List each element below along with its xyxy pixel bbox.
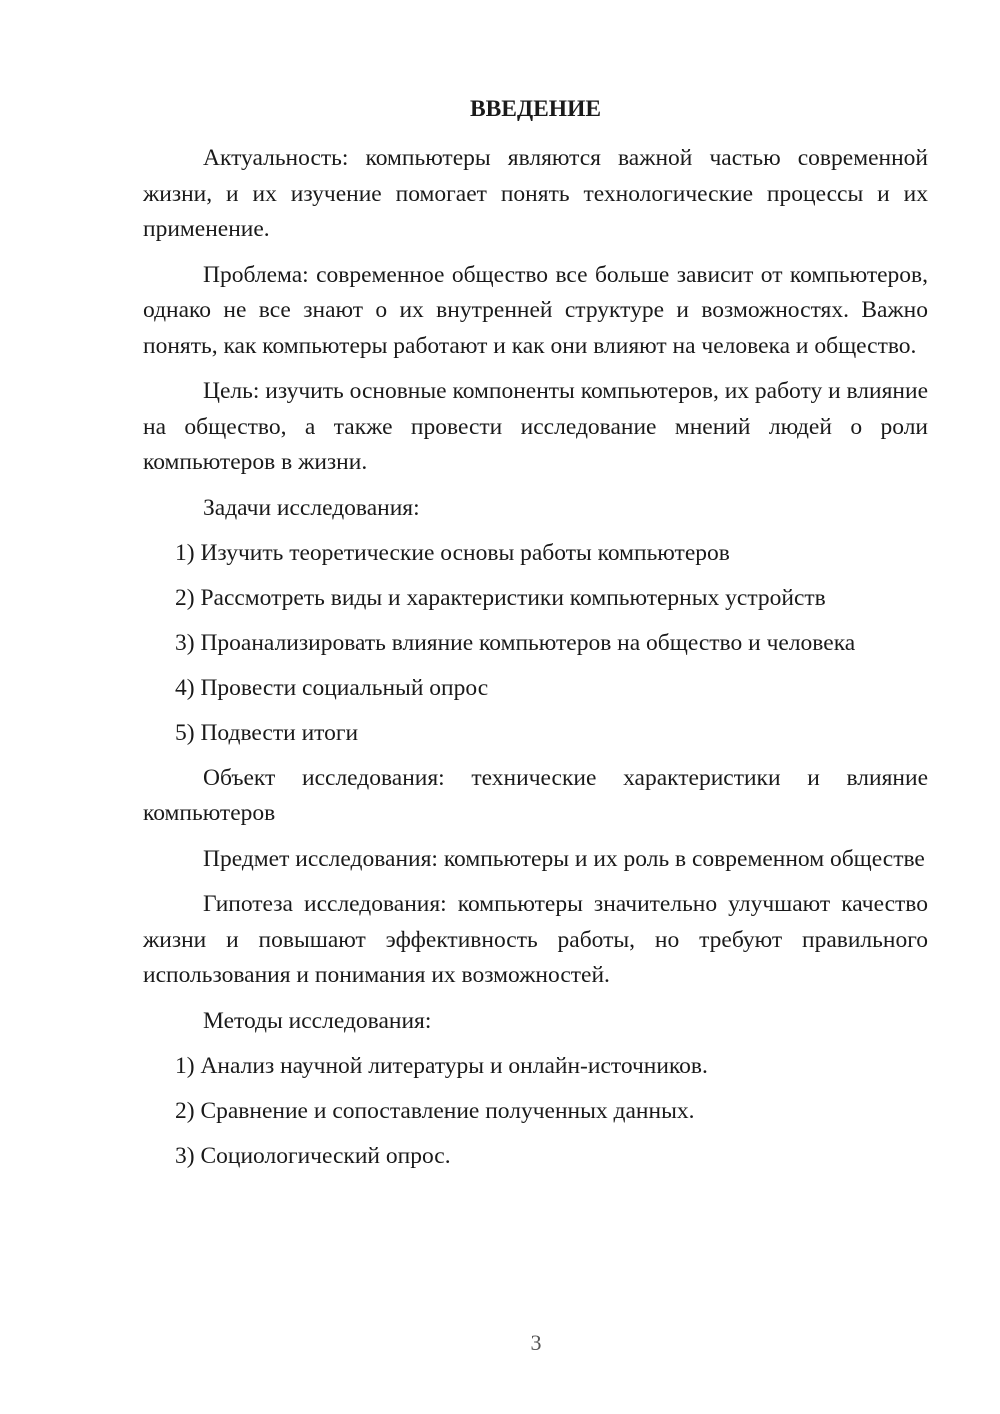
tasks-list [143,536,928,751]
section-title: ВВЕДЕНИЕ [469,96,602,122]
list-item: 3) Социологический опрос. [175,1142,451,1169]
methods-list [143,1049,928,1174]
paragraph-subject: Предмет исследования: компьютеры и их роль в современном обществе [203,845,925,872]
page-number: 3 [530,1330,542,1355]
paragraph-problem: Проблема: современное общество все больше зависит от компьютеров, однако не все знают о их внутренней структуре и возможностях. Важно понять, как компьютеры работают и как они влияют на человека и общество. [143,261,928,359]
tasks-heading: Задачи исследования: [203,494,420,521]
paragraph-relevance: Актуальность: компьютеры являются важной частью современной жизни, и их изучение помогает понять технологические процессы и их применение. [143,145,928,242]
paragraph-hypothesis: Гипотеза исследования: компьютеры значительно улучшают качество жизни и повышают эффективность работы, но требуют правильного использования и понимания их возможностей. [143,891,928,988]
list-item: 3) Проанализировать влияние компьютеров на общество и человека [175,629,856,656]
paragraph-goal: Цель: изучить основные компоненты компьютеров, их работу и влияние на общество, а также провести исследование мнений людей о роли компьютеров в жизни. [143,378,929,475]
list-item: 1) Изучить теоретические основы работы компьютеров [175,539,730,566]
methods-heading: Методы исследования: [203,1007,432,1034]
list-item: 5) Подвести итоги [175,719,359,746]
document-page [143,92,928,1184]
paragraph-object: Объект исследования: технические характеристики и влияние компьютеров [143,764,928,826]
list-item: 2) Рассмотреть виды и характеристики компьютерных устройств [175,584,826,611]
list-item: 1) Анализ научной литературы и онлайн-источников. [175,1052,708,1079]
list-item: 4) Провести социальный опрос [175,674,489,701]
list-item: 2) Сравнение и сопоставление полученных данных. [175,1097,695,1124]
